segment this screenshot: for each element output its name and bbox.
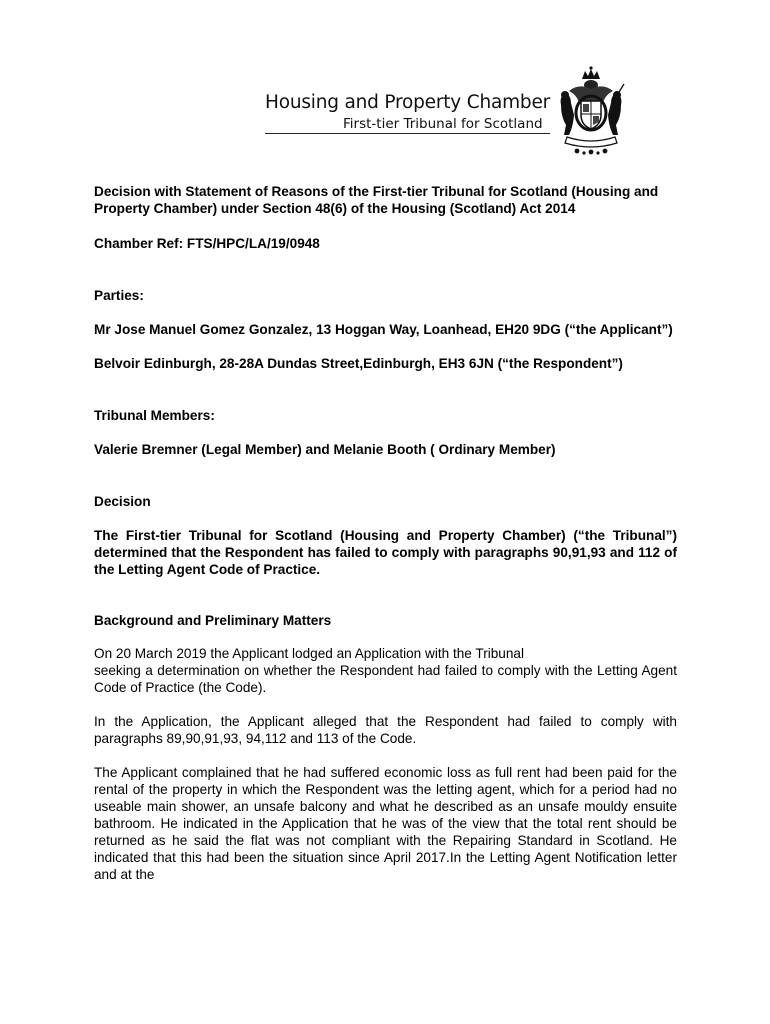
chamber-reference: Chamber Ref: FTS/HPC/LA/19/0948 [94,236,320,251]
paragraph-1 [94,645,677,696]
respondent-details: Belvoir Edinburgh, 28-28A Dundas Street,Edinburgh, EH3 6JN (“the Respondent”) [94,356,623,371]
header-divider [265,133,550,134]
parties-heading: Parties: [94,288,144,303]
paragraph-1-first-line: On 20 March 2019 the Applicant lodged an Application with the Tribunal [94,646,525,661]
applicant-details: Mr Jose Manuel Gomez Gonzalez, 13 Hoggan Way, Loanhead, EH20 9DG (“the Applicant”) [94,322,673,337]
paragraph-2: In the Application, the Applicant alleged that the Respondent had failed to comply with paragraphs 89,90,91,93, 94,112 and 113 of the Code. [94,714,677,746]
paragraph-3: The Applicant complained that he had suffered economic loss as full rent had been paid for the rental of the property in which the Respondent was the letting agent, which for a period had no useable main shower, an unsafe balcony and what he described as an unsafe mouldy ensuite bathroom. He indicated in the Application that he was of the view that the total rent should be returned as he said the flat was not compliant with the Repairing Standard in Scotland. He indicated that this had been the situation since April 2017.In the Letting Agent Notification letter and at the [94,765,677,882]
document-heading: Decision with Statement of Reasons of the First-tier Tribunal for Scotland (Housing and Property Chamber) under Section 48(6) of the Housing (Scotland) Act 2014 [94,184,659,216]
chamber-title: Housing and Property Chamber [265,92,551,113]
document-body [94,183,677,883]
tribunal-members: Valerie Bremner (Legal Member) and Melanie Booth ( Ordinary Member) [94,442,556,457]
decision-text: The First-tier Tribunal for Scotland (Housing and Property Chamber) (“the Tribunal”) determined that the Respondent has failed to comply with paragraphs 90,91,93 and 112 of the Letting Agent Code of Practice. [94,528,677,577]
chamber-subtitle: First-tier Tribunal for Scotland [343,116,543,132]
members-heading: Tribunal Members: [94,408,215,423]
background-heading: Background and Preliminary Matters [94,613,332,628]
paragraph-1-rest: seeking a determination on whether the Respondent had failed to comply with the Letting Agent Code of Practice (the Code). [94,663,677,695]
royal-coat-of-arms-icon [555,65,627,155]
decision-heading: Decision [94,494,151,509]
